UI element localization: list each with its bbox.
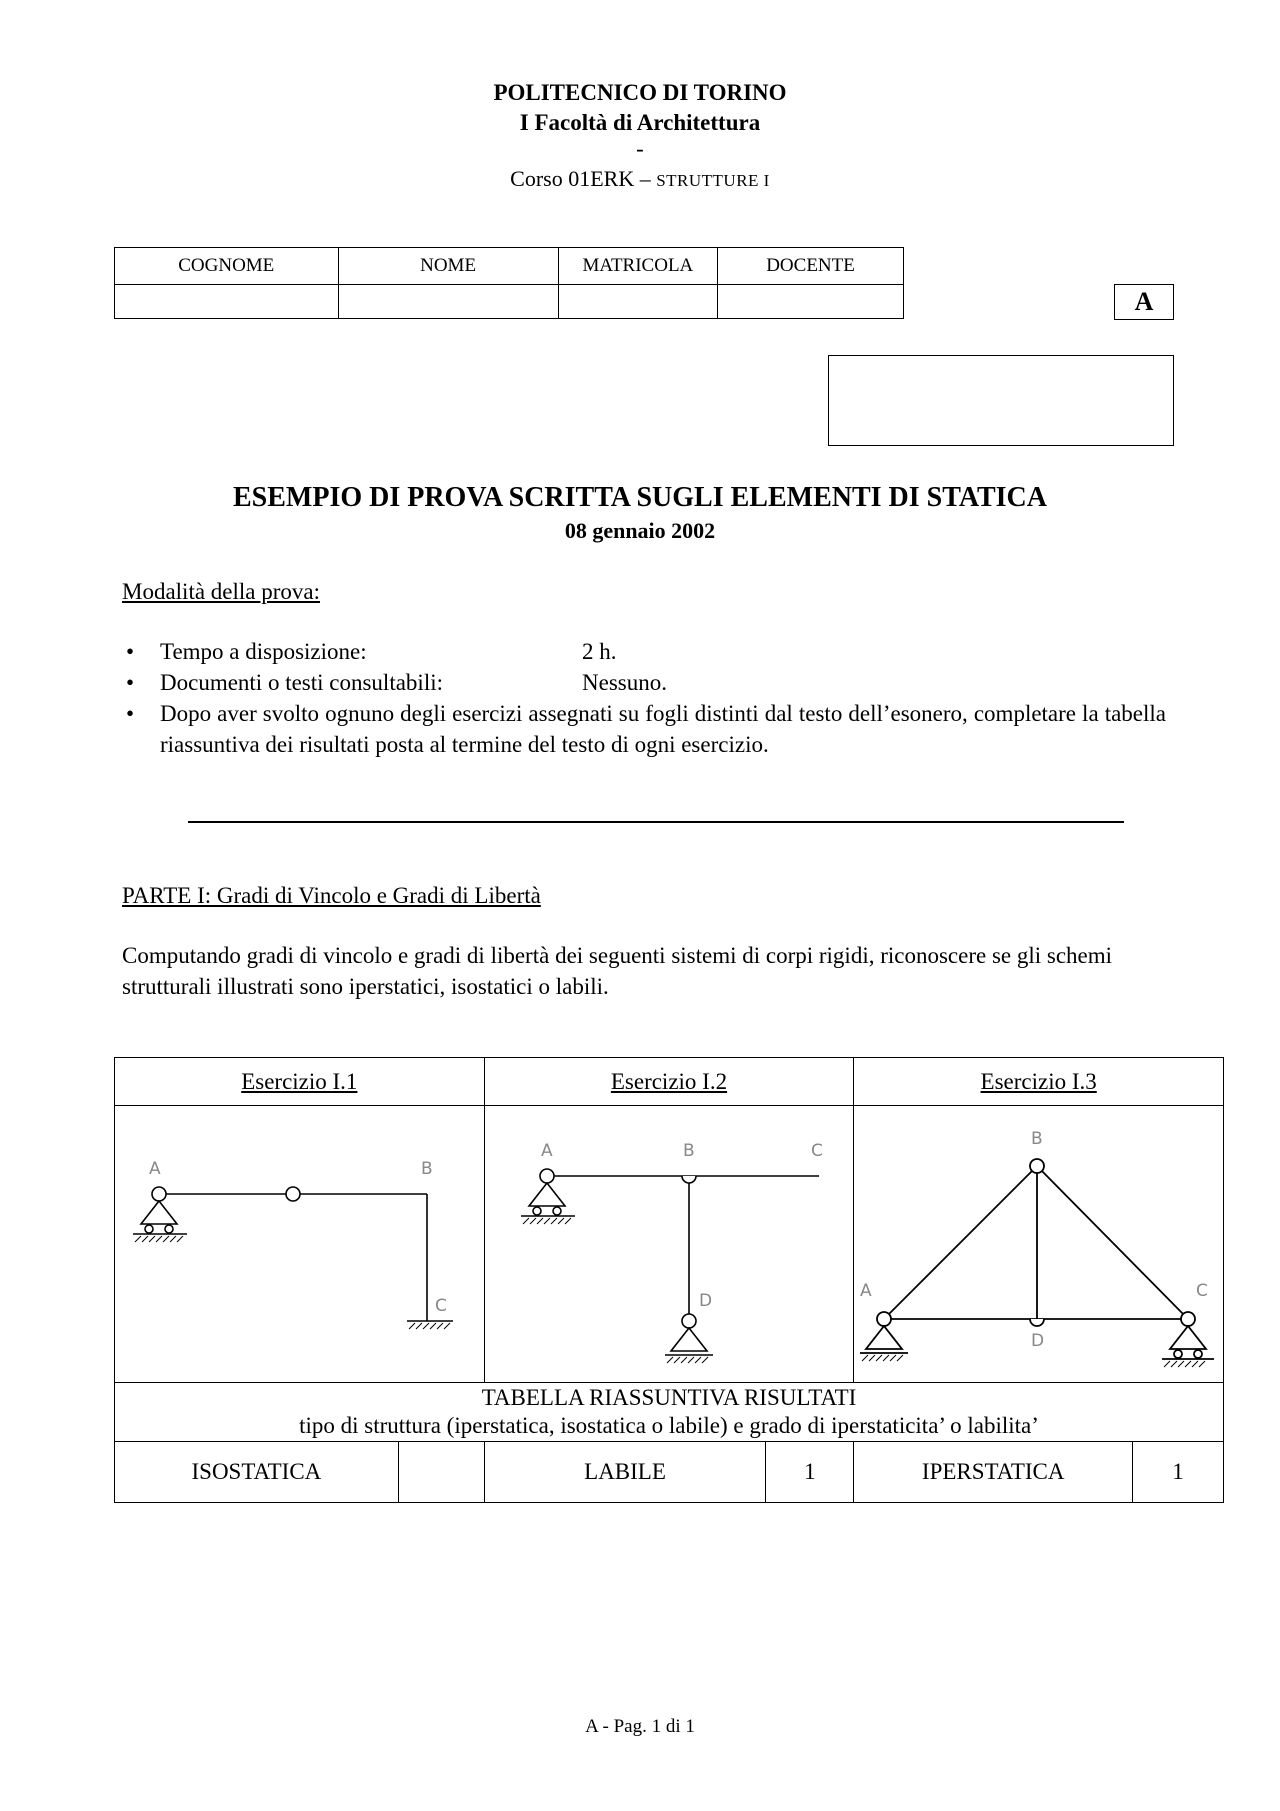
- exercise-1-result: ISOSTATICA: [115, 1442, 399, 1503]
- bullet-icon: •: [126, 639, 135, 664]
- document-header: [0, 78, 1280, 198]
- diagonal-ab: [884, 1166, 1037, 1319]
- hinge-b: [682, 1176, 696, 1183]
- header-separator: -: [636, 136, 644, 161]
- faculty-name: I Facoltà di Architettura: [519, 110, 761, 135]
- course-name: STRUTTURE I: [656, 171, 770, 190]
- hinge-b: [1030, 1159, 1044, 1173]
- roller-support-a: [529, 1183, 565, 1206]
- node-label-c: C: [810, 1141, 823, 1161]
- rule-text: Dopo aver svolto ognuno degli esercizi assegnati su fogli distinti dal testo dell’esonero, completare la tabella riassuntiva dei risultati posta al termine del testo di ogni esercizio.: [160, 701, 1166, 757]
- hinge-a: [540, 1169, 554, 1183]
- exercise-3-title: Esercizio I.3: [854, 1058, 1224, 1106]
- modalita-list: [122, 636, 1166, 760]
- exercise-3-figure-cell: [854, 1106, 1224, 1383]
- exercise-3-diagram: [854, 1106, 1222, 1382]
- column-docente: DOCENTE: [718, 248, 904, 285]
- cognome-field[interactable]: [115, 285, 339, 319]
- roller-support-a: [141, 1201, 177, 1224]
- course-code: Corso 01ERK –: [510, 166, 651, 191]
- institution-name: POLITECNICO DI TORINO: [493, 80, 787, 105]
- exercise-1-diagram: [115, 1106, 483, 1382]
- rule-label: Tempo a disposizione:: [160, 639, 367, 664]
- exam-title-block: [0, 480, 1280, 546]
- exercise-2-title: Esercizio I.2: [484, 1058, 854, 1106]
- list-item: [122, 636, 1166, 667]
- exercise-2-figure-cell: [484, 1106, 854, 1383]
- summary-title: TABELLA RIASSUNTIVA RISULTATI: [481, 1385, 857, 1410]
- exercise-2-diagram: [485, 1106, 853, 1382]
- exam-date: 08 gennaio 2002: [564, 518, 716, 543]
- exercises-table: [114, 1057, 1224, 1503]
- pin-support-a: [866, 1326, 902, 1349]
- nome-field[interactable]: [338, 285, 558, 319]
- node-label-b: B: [421, 1159, 433, 1179]
- node-label-a: A: [540, 1141, 553, 1161]
- list-item: [122, 667, 1166, 698]
- docente-field[interactable]: [718, 285, 904, 319]
- node-label-a: A: [860, 1281, 872, 1301]
- hinge-a: [152, 1187, 166, 1201]
- rule-value: 2 h.: [582, 639, 617, 664]
- hinge-d: [1030, 1319, 1044, 1326]
- exam-title: ESEMPIO DI PROVA SCRITTA SUGLI ELEMENTI DI STATICA: [232, 482, 1047, 513]
- rule-value: Nessuno.: [582, 670, 667, 695]
- node-label-c: C: [435, 1296, 447, 1316]
- column-nome: NOME: [338, 248, 558, 285]
- rule-label: Documenti o testi consultabili:: [160, 670, 443, 695]
- hinge-c: [1181, 1312, 1195, 1326]
- bullet-icon: •: [126, 701, 135, 726]
- diagonal-bc: [1037, 1166, 1188, 1319]
- exercise-1-degree: [398, 1442, 484, 1503]
- exercise-1-figure-cell: [115, 1106, 485, 1383]
- exercise-2-result: LABILE: [484, 1442, 766, 1503]
- node-label-b: B: [1031, 1129, 1043, 1149]
- summary-header: [115, 1383, 1224, 1442]
- part1-heading: PARTE I: Gradi di Vincolo e Gradi di Libertà: [122, 883, 541, 908]
- column-cognome: COGNOME: [115, 248, 339, 285]
- course-line: [0, 162, 1280, 198]
- page-footer: A - Pag. 1 di 1: [585, 1716, 695, 1737]
- pin-support-d: [671, 1328, 707, 1351]
- modalita-heading: Modalità della prova:: [122, 579, 320, 604]
- exercise-3-degree: 1: [1133, 1442, 1224, 1503]
- summary-subtitle: tipo di struttura (iperstatica, isostatica o labile) e grado di iperstaticita’ o labilita’: [299, 1413, 1039, 1438]
- matricola-field[interactable]: [558, 285, 717, 319]
- exercise-1-title: Esercizio I.1: [115, 1058, 485, 1106]
- node-label-a: A: [149, 1159, 161, 1179]
- exam-version-box: A: [1114, 284, 1174, 320]
- internal-hinge: [286, 1187, 300, 1201]
- exercise-2-degree: 1: [766, 1442, 854, 1503]
- node-label-d: D: [698, 1291, 712, 1311]
- part1-intro: Computando gradi di vincolo e gradi di libertà dei seguenti sistemi di corpi rigidi, riconoscere se gli schemi strutturali illustrati sono iperstatici, isostatici o labili.: [122, 943, 1113, 999]
- hinge-a: [877, 1312, 891, 1326]
- exercise-3-result: IPERSTATICA: [854, 1442, 1133, 1503]
- column-matricola: MATRICOLA: [558, 248, 717, 285]
- node-label-b: B: [682, 1141, 695, 1161]
- hinge-d: [682, 1314, 696, 1328]
- bullet-icon: •: [126, 670, 135, 695]
- node-label-d: D: [1031, 1331, 1045, 1351]
- section-divider: [188, 821, 1124, 823]
- student-info-table: [114, 247, 904, 319]
- list-item: [122, 698, 1166, 760]
- node-label-c: C: [1196, 1281, 1209, 1301]
- roller-support-c: [1170, 1326, 1206, 1349]
- grade-box: [828, 355, 1174, 446]
